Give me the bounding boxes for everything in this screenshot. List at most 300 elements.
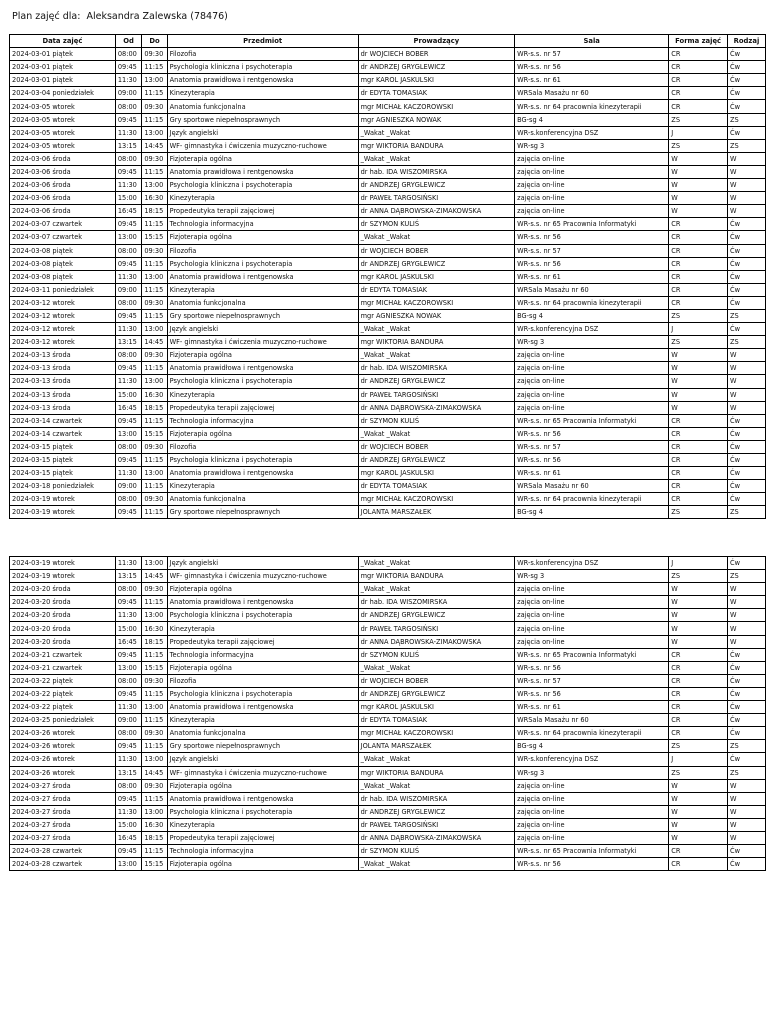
subject-cell: Fizjoterapia ogólna [167, 583, 358, 596]
to-cell: 13:00 [142, 323, 167, 336]
to-cell: 16:30 [142, 192, 167, 205]
to-cell: 11:15 [142, 506, 167, 519]
date-cell: 2024-03-22 piątek [10, 674, 116, 687]
from-cell: 09:00 [115, 480, 141, 493]
instructor-cell: dr ANDRZEJ GRYGLEWICZ [358, 454, 514, 467]
to-cell: 18:15 [142, 205, 167, 218]
to-cell: 09:30 [142, 779, 167, 792]
type-cell: W [727, 818, 765, 831]
form-cell: W [669, 375, 728, 388]
type-cell: Ćw [727, 61, 765, 74]
room-cell: WR-s.s. nr 61 [515, 467, 669, 480]
from-cell: 11:30 [115, 557, 141, 570]
instructor-cell: _Wakat _Wakat [358, 779, 514, 792]
form-cell: W [669, 609, 728, 622]
instructor-cell: dr PAWEŁ TARGOSIŃSKI [358, 388, 514, 401]
form-cell: ZS [669, 309, 728, 322]
form-cell: ZS [669, 506, 728, 519]
table-row [10, 427, 766, 440]
table-row [10, 87, 766, 100]
subject-cell: Fizjoterapia ogólna [167, 231, 358, 244]
room-cell: zajęcia on-line [515, 362, 669, 375]
from-cell: 09:45 [115, 687, 141, 700]
form-cell: W [669, 388, 728, 401]
table-row [10, 218, 766, 231]
table-row [10, 152, 766, 165]
to-cell: 11:15 [142, 845, 167, 858]
subject-cell: Psychologia kliniczna i psychoterapia [167, 687, 358, 700]
form-cell: W [669, 622, 728, 635]
page-title: Plan zajęć dla: Aleksandra Zalewska (78476) [12, 11, 228, 22]
table-row [10, 740, 766, 753]
from-cell: 13:15 [115, 336, 141, 349]
to-cell: 09:30 [142, 583, 167, 596]
type-cell: Ćw [727, 454, 765, 467]
col-header-type: Rodzaj [727, 35, 765, 48]
instructor-cell: dr WOJCIECH BOBER [358, 674, 514, 687]
type-cell: Ćw [727, 296, 765, 309]
instructor-cell: dr ANDRZEJ GRYGLEWICZ [358, 609, 514, 622]
subject-cell: Język angielski [167, 753, 358, 766]
subject-cell: Anatomia funkcjonalna [167, 100, 358, 113]
type-cell: ZS [727, 309, 765, 322]
type-cell: Ćw [727, 100, 765, 113]
date-cell: 2024-03-06 środa [10, 205, 116, 218]
table-row [10, 283, 766, 296]
to-cell: 14:45 [142, 139, 167, 152]
room-cell: zajęcia on-line [515, 622, 669, 635]
from-cell: 13:15 [115, 766, 141, 779]
subject-cell: Anatomia prawidłowa i rentgenowska [167, 467, 358, 480]
form-cell: CR [669, 727, 728, 740]
form-cell: W [669, 635, 728, 648]
from-cell: 11:30 [115, 753, 141, 766]
form-cell: ZS [669, 766, 728, 779]
instructor-cell: dr ANNA DĄBROWSKA-ZIMAKOWSKA [358, 635, 514, 648]
from-cell: 11:30 [115, 467, 141, 480]
type-cell: Ćw [727, 283, 765, 296]
form-cell: W [669, 349, 728, 362]
table-row [10, 557, 766, 570]
room-cell: BG-sg 4 [515, 740, 669, 753]
room-cell: WR-sg 3 [515, 139, 669, 152]
type-cell: W [727, 635, 765, 648]
table-row [10, 831, 766, 844]
table-row [10, 414, 766, 427]
subject-cell: Propedeutyka terapii zajęciowej [167, 401, 358, 414]
date-cell: 2024-03-13 środa [10, 375, 116, 388]
instructor-cell: JOLANTA MARSZAŁEK [358, 506, 514, 519]
instructor-cell: mgr MICHAŁ KACZOROWSKI [358, 296, 514, 309]
table-row [10, 336, 766, 349]
room-cell: WR-s.s. nr 56 [515, 454, 669, 467]
form-cell: W [669, 152, 728, 165]
type-cell: W [727, 165, 765, 178]
subject-cell: Psychologia kliniczna i psychoterapia [167, 375, 358, 388]
instructor-cell: dr PAWEŁ TARGOSIŃSKI [358, 818, 514, 831]
subject-cell: Technologia informacyjna [167, 414, 358, 427]
table-row [10, 609, 766, 622]
table-row [10, 257, 766, 270]
subject-cell: Anatomia prawidłowa i rentgenowska [167, 270, 358, 283]
room-cell: WR-s.s. nr 56 [515, 687, 669, 700]
col-header-to: Do [142, 35, 167, 48]
col-header-date: Data zajęć [10, 35, 116, 48]
from-cell: 09:00 [115, 283, 141, 296]
form-cell: CR [669, 427, 728, 440]
subject-cell: Anatomia prawidłowa i rentgenowska [167, 165, 358, 178]
table-row [10, 205, 766, 218]
subject-cell: Psychologia kliniczna i psychoterapia [167, 805, 358, 818]
instructor-cell: dr EDYTA TOMASIAK [358, 283, 514, 296]
form-cell: J [669, 126, 728, 139]
instructor-cell: _Wakat _Wakat [358, 661, 514, 674]
date-cell: 2024-03-11 poniedziałek [10, 283, 116, 296]
table-row [10, 454, 766, 467]
table-row [10, 583, 766, 596]
to-cell: 11:15 [142, 648, 167, 661]
subject-cell: Gry sportowe niepełnosprawnych [167, 506, 358, 519]
to-cell: 14:45 [142, 570, 167, 583]
subject-cell: WF- gimnastyka i ćwiczenia muzyczno-ruchowe [167, 139, 358, 152]
type-cell: ZS [727, 506, 765, 519]
instructor-cell: dr hab. IDA WISZOMIRSKA [358, 165, 514, 178]
table-row [10, 74, 766, 87]
table-row [10, 61, 766, 74]
to-cell: 13:00 [142, 179, 167, 192]
date-cell: 2024-03-06 środa [10, 152, 116, 165]
table-row [10, 467, 766, 480]
type-cell: ZS [727, 570, 765, 583]
table-row [10, 244, 766, 257]
type-cell: Ćw [727, 244, 765, 257]
from-cell: 08:00 [115, 349, 141, 362]
date-cell: 2024-03-01 piątek [10, 74, 116, 87]
form-cell: CR [669, 493, 728, 506]
type-cell: W [727, 596, 765, 609]
to-cell: 11:15 [142, 454, 167, 467]
from-cell: 08:00 [115, 583, 141, 596]
from-cell: 09:45 [115, 257, 141, 270]
form-cell: CR [669, 687, 728, 700]
to-cell: 15:15 [142, 231, 167, 244]
table-row [10, 805, 766, 818]
date-cell: 2024-03-13 środa [10, 388, 116, 401]
from-cell: 11:30 [115, 323, 141, 336]
to-cell: 15:15 [142, 661, 167, 674]
subject-cell: Fizjoterapia ogólna [167, 152, 358, 165]
table-row [10, 139, 766, 152]
to-cell: 16:30 [142, 388, 167, 401]
to-cell: 18:15 [142, 635, 167, 648]
to-cell: 11:15 [142, 596, 167, 609]
form-cell: CR [669, 714, 728, 727]
instructor-cell: _Wakat _Wakat [358, 349, 514, 362]
type-cell: W [727, 152, 765, 165]
table-row [10, 506, 766, 519]
type-cell: W [727, 349, 765, 362]
subject-cell: Anatomia prawidłowa i rentgenowska [167, 362, 358, 375]
instructor-cell: mgr MICHAŁ KACZOROWSKI [358, 100, 514, 113]
type-cell: Ćw [727, 323, 765, 336]
type-cell: W [727, 179, 765, 192]
to-cell: 11:15 [142, 257, 167, 270]
type-cell: Ćw [727, 87, 765, 100]
date-cell: 2024-03-18 poniedziałek [10, 480, 116, 493]
table-row [10, 701, 766, 714]
from-cell: 11:30 [115, 74, 141, 87]
col-header-instructor: Prowadzący [358, 35, 514, 48]
instructor-cell: mgr MICHAŁ KACZOROWSKI [358, 727, 514, 740]
subject-cell: Język angielski [167, 323, 358, 336]
table-row [10, 296, 766, 309]
table-row [10, 596, 766, 609]
date-cell: 2024-03-15 piątek [10, 454, 116, 467]
date-cell: 2024-03-15 piątek [10, 440, 116, 453]
to-cell: 13:00 [142, 270, 167, 283]
from-cell: 11:30 [115, 126, 141, 139]
form-cell: CR [669, 270, 728, 283]
instructor-cell: dr SZYMON KULIŚ [358, 845, 514, 858]
date-cell: 2024-03-20 środa [10, 635, 116, 648]
to-cell: 09:30 [142, 48, 167, 61]
date-cell: 2024-03-26 wtorek [10, 727, 116, 740]
to-cell: 09:30 [142, 296, 167, 309]
to-cell: 13:00 [142, 375, 167, 388]
instructor-cell: _Wakat _Wakat [358, 323, 514, 336]
form-cell: W [669, 805, 728, 818]
form-cell: W [669, 779, 728, 792]
table-row [10, 858, 766, 871]
to-cell: 13:00 [142, 805, 167, 818]
to-cell: 09:30 [142, 493, 167, 506]
room-cell: WR-s.s. nr 56 [515, 257, 669, 270]
table-row [10, 766, 766, 779]
instructor-cell: dr hab. IDA WISZOMIRSKA [358, 362, 514, 375]
form-cell: W [669, 831, 728, 844]
to-cell: 09:30 [142, 349, 167, 362]
subject-cell: Anatomia funkcjonalna [167, 727, 358, 740]
instructor-cell: dr ANNA DĄBROWSKA-ZIMAKOWSKA [358, 831, 514, 844]
date-cell: 2024-03-12 wtorek [10, 309, 116, 322]
subject-cell: Technologia informacyjna [167, 845, 358, 858]
schedule-table-1 [9, 34, 766, 519]
type-cell: Ćw [727, 231, 765, 244]
type-cell: Ćw [727, 753, 765, 766]
date-cell: 2024-03-12 wtorek [10, 336, 116, 349]
form-cell: CR [669, 661, 728, 674]
date-cell: 2024-03-27 środa [10, 792, 116, 805]
form-cell: ZS [669, 740, 728, 753]
room-cell: WR-s.s. nr 65 Pracownia Informatyki [515, 845, 669, 858]
table-row [10, 570, 766, 583]
room-cell: WR-s.s. nr 57 [515, 244, 669, 257]
instructor-cell: _Wakat _Wakat [358, 126, 514, 139]
room-cell: WR-s.s. nr 56 [515, 61, 669, 74]
to-cell: 18:15 [142, 831, 167, 844]
from-cell: 09:45 [115, 454, 141, 467]
type-cell: W [727, 362, 765, 375]
instructor-cell: mgr MICHAŁ KACZOROWSKI [358, 493, 514, 506]
to-cell: 15:15 [142, 858, 167, 871]
from-cell: 09:45 [115, 113, 141, 126]
type-cell: Ćw [727, 126, 765, 139]
subject-cell: Kinezyterapia [167, 87, 358, 100]
instructor-cell: dr PAWEŁ TARGOSIŃSKI [358, 192, 514, 205]
subject-cell: Psychologia kliniczna i psychoterapia [167, 179, 358, 192]
subject-cell: Gry sportowe niepełnosprawnych [167, 309, 358, 322]
to-cell: 11:15 [142, 714, 167, 727]
date-cell: 2024-03-19 wtorek [10, 506, 116, 519]
col-header-form: Forma zajęć [669, 35, 728, 48]
type-cell: Ćw [727, 557, 765, 570]
room-cell: zajęcia on-line [515, 792, 669, 805]
type-cell: Ćw [727, 687, 765, 700]
date-cell: 2024-03-07 czwartek [10, 218, 116, 231]
form-cell: W [669, 583, 728, 596]
room-cell: WR-s.s. nr 57 [515, 48, 669, 61]
table-row [10, 493, 766, 506]
date-cell: 2024-03-06 środa [10, 179, 116, 192]
subject-cell: Fizjoterapia ogólna [167, 858, 358, 871]
subject-cell: Anatomia prawidłowa i rentgenowska [167, 74, 358, 87]
form-cell: CR [669, 244, 728, 257]
form-cell: CR [669, 296, 728, 309]
table-header-row [10, 35, 766, 48]
type-cell: Ćw [727, 74, 765, 87]
subject-cell: Fizjoterapia ogólna [167, 779, 358, 792]
table-row [10, 349, 766, 362]
from-cell: 11:30 [115, 701, 141, 714]
date-cell: 2024-03-13 środa [10, 362, 116, 375]
date-cell: 2024-03-27 środa [10, 779, 116, 792]
room-cell: WR-sg 3 [515, 570, 669, 583]
room-cell: WR-s.s. nr 64 pracownia kinezyterapii [515, 296, 669, 309]
instructor-cell: dr ANDRZEJ GRYGLEWICZ [358, 687, 514, 700]
room-cell: zajęcia on-line [515, 818, 669, 831]
subject-cell: Psychologia kliniczna i psychoterapia [167, 257, 358, 270]
to-cell: 13:00 [142, 557, 167, 570]
form-cell: ZS [669, 139, 728, 152]
to-cell: 09:30 [142, 440, 167, 453]
instructor-cell: mgr AGNIESZKA NOWAK [358, 309, 514, 322]
table-row [10, 727, 766, 740]
from-cell: 16:45 [115, 205, 141, 218]
to-cell: 11:15 [142, 362, 167, 375]
to-cell: 14:45 [142, 766, 167, 779]
subject-cell: Kinezyterapia [167, 480, 358, 493]
table-row [10, 388, 766, 401]
table-row [10, 113, 766, 126]
date-cell: 2024-03-26 wtorek [10, 753, 116, 766]
instructor-cell: dr ANNA DĄBROWSKA-ZIMAKOWSKA [358, 205, 514, 218]
from-cell: 09:45 [115, 218, 141, 231]
schedule-table-2 [9, 556, 766, 871]
to-cell: 09:30 [142, 727, 167, 740]
subject-cell: Gry sportowe niepełnosprawnych [167, 740, 358, 753]
date-cell: 2024-03-06 środa [10, 192, 116, 205]
to-cell: 11:15 [142, 283, 167, 296]
date-cell: 2024-03-08 piątek [10, 257, 116, 270]
from-cell: 08:00 [115, 779, 141, 792]
instructor-cell: _Wakat _Wakat [358, 557, 514, 570]
to-cell: 16:30 [142, 622, 167, 635]
table-row [10, 323, 766, 336]
type-cell: Ćw [727, 467, 765, 480]
date-cell: 2024-03-07 czwartek [10, 231, 116, 244]
table-row [10, 165, 766, 178]
from-cell: 16:45 [115, 635, 141, 648]
date-cell: 2024-03-12 wtorek [10, 296, 116, 309]
table-row [10, 480, 766, 493]
date-cell: 2024-03-05 wtorek [10, 113, 116, 126]
form-cell: CR [669, 61, 728, 74]
form-cell: CR [669, 218, 728, 231]
form-cell: W [669, 818, 728, 831]
table-row [10, 845, 766, 858]
instructor-cell: dr hab. IDA WISZOMIRSKA [358, 792, 514, 805]
room-cell: WR-s.s. nr 61 [515, 701, 669, 714]
table-row [10, 714, 766, 727]
table-row [10, 674, 766, 687]
to-cell: 11:15 [142, 480, 167, 493]
subject-cell: Fizjoterapia ogólna [167, 661, 358, 674]
instructor-cell: JOLANTA MARSZAŁEK [358, 740, 514, 753]
subject-cell: Filozofia [167, 48, 358, 61]
date-cell: 2024-03-08 piątek [10, 270, 116, 283]
to-cell: 09:30 [142, 152, 167, 165]
subject-cell: Kinezyterapia [167, 283, 358, 296]
type-cell: Ćw [727, 440, 765, 453]
form-cell: W [669, 362, 728, 375]
room-cell: BG-sg 4 [515, 113, 669, 126]
from-cell: 08:00 [115, 296, 141, 309]
room-cell: WR-s.s. nr 56 [515, 427, 669, 440]
date-cell: 2024-03-26 wtorek [10, 766, 116, 779]
col-header-from: Od [115, 35, 141, 48]
date-cell: 2024-03-20 środa [10, 622, 116, 635]
table-row [10, 818, 766, 831]
date-cell: 2024-03-25 poniedziałek [10, 714, 116, 727]
form-cell: ZS [669, 570, 728, 583]
from-cell: 09:45 [115, 792, 141, 805]
type-cell: W [727, 388, 765, 401]
type-cell: Ćw [727, 427, 765, 440]
instructor-cell: mgr WIKTORIA BANDURA [358, 570, 514, 583]
type-cell: Ćw [727, 674, 765, 687]
type-cell: W [727, 401, 765, 414]
room-cell: WR-s.s. nr 64 pracownia kinezyterapii [515, 727, 669, 740]
type-cell: Ćw [727, 727, 765, 740]
table-row [10, 440, 766, 453]
instructor-cell: mgr WIKTORIA BANDURA [358, 336, 514, 349]
room-cell: zajęcia on-line [515, 388, 669, 401]
room-cell: WR-s.konferencyjna DSZ [515, 323, 669, 336]
from-cell: 08:00 [115, 493, 141, 506]
date-cell: 2024-03-04 poniedziałek [10, 87, 116, 100]
date-cell: 2024-03-21 czwartek [10, 648, 116, 661]
subject-cell: Język angielski [167, 126, 358, 139]
table-row [10, 753, 766, 766]
subject-cell: WF- gimnastyka i ćwiczenia muzyczno-ruchowe [167, 336, 358, 349]
to-cell: 13:00 [142, 126, 167, 139]
table-row [10, 179, 766, 192]
type-cell: Ćw [727, 714, 765, 727]
from-cell: 09:45 [115, 845, 141, 858]
table-row [10, 635, 766, 648]
to-cell: 11:15 [142, 218, 167, 231]
subject-cell: Kinezyterapia [167, 622, 358, 635]
